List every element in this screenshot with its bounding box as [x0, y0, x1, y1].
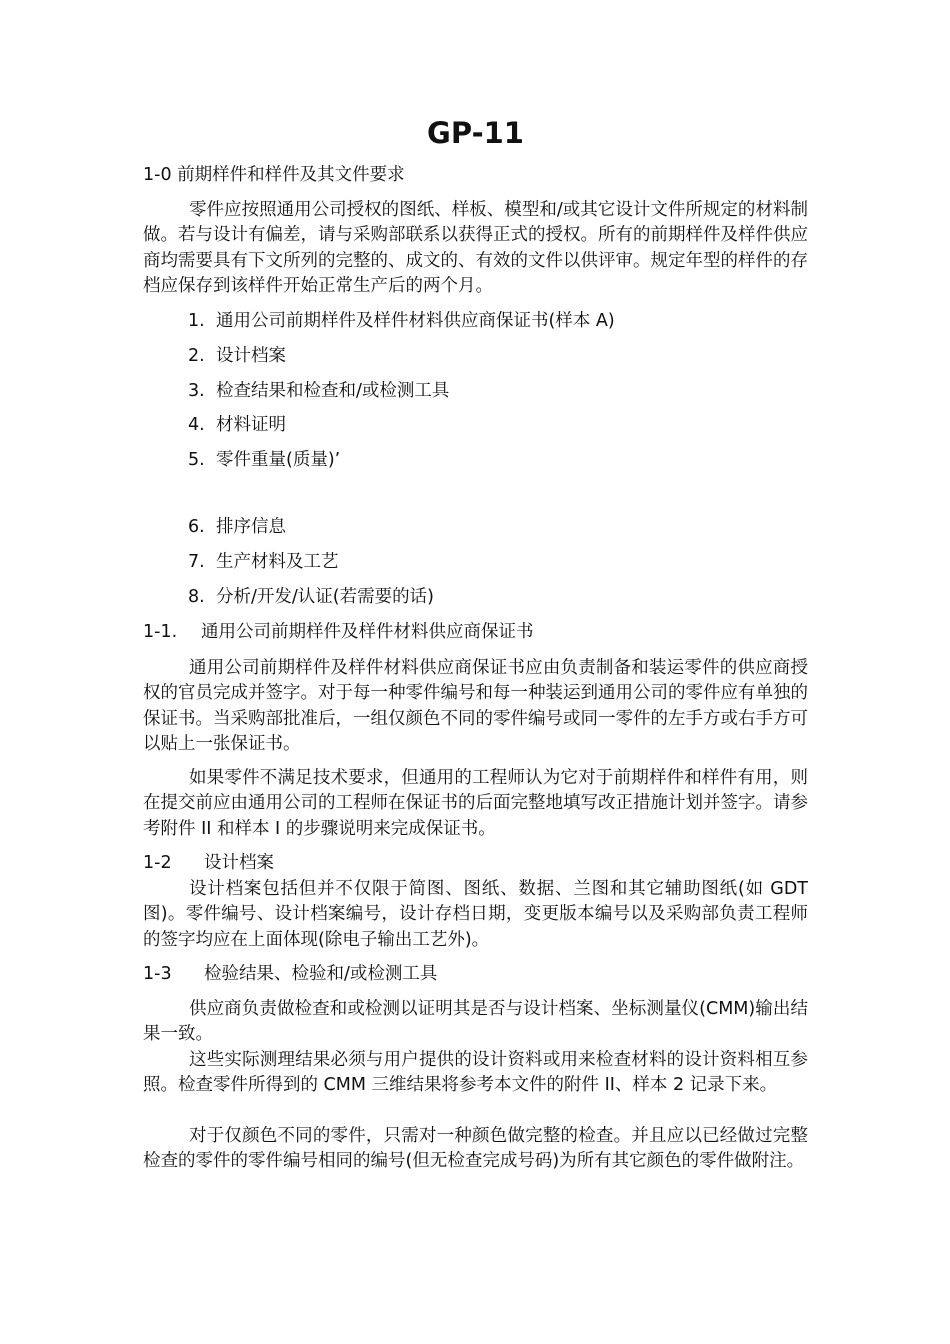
- list-item-text: 检查结果和检查和/或检测工具: [216, 381, 450, 401]
- list-item-text: 分析/开发/认证(若需要的话): [216, 587, 434, 607]
- list-item-number: 1.: [188, 311, 205, 331]
- section-number: 1-2: [143, 853, 172, 873]
- list-item: [188, 344, 286, 369]
- list-item-number: 7.: [188, 552, 205, 572]
- list-item: [188, 448, 340, 473]
- list-item: [188, 515, 286, 540]
- list-item-number: 2.: [188, 346, 205, 366]
- section-heading-1-3: [143, 962, 437, 987]
- section-title: 设计档案: [204, 853, 274, 873]
- intro-paragraph: 零件应按照通用公司授权的图纸、样板、模型和/或其它设计文件所规定的材料制做。若与设计有偏差，请与采购部联系以获得正式的授权。所有的前期样件及样件供应商均需要具有下文所列的完整的、成文的、有效的文件以供评审。规定年型的样件的存档应保存到该样件开始正常生产后的两个月。: [143, 200, 808, 296]
- section-1-3-paragraph-1: 供应商负责做检查和或检测以证明其是否与设计档案、坐标测量仪(CMM)输出结果一致。: [143, 999, 808, 1045]
- section-1-2-paragraph-1: 设计档案包括但并不仅限于简图、图纸、数据、兰图和其它辅助图纸(如 GDT 图)。零件编号、设计档案编号，设计存档日期，变更版本编号以及采购部负责工程师的签字均应在上面体现(除电子输出工艺外)。: [143, 879, 808, 950]
- section-1-1-paragraph-2: 如果零件不满足技术要求，但通用的工程师认为它对于前期样件和样件有用，则在提交前应由通用公司的工程师在保证书的后面完整地填写改正措施计划并签字。请参考附件 II 和样本 I 的步骤说明来完成保证书。: [143, 768, 808, 839]
- document-title: GP-11: [427, 116, 524, 150]
- list-item-number: 4.: [188, 415, 205, 435]
- list-item-text: 设计档案: [216, 346, 286, 366]
- section-1-3-paragraph-3: 对于仅颜色不同的零件，只需对一种颜色做完整的检查。并且应以已经做过完整检查的零件的零件编号相同的编号(但无检查完成号码)为所有其它颜色的零件做附注。: [143, 1126, 808, 1172]
- list-item-text: 零件重量(质量)’: [216, 450, 341, 470]
- list-item-number: 8.: [188, 587, 205, 607]
- list-item-text: 排序信息: [216, 517, 286, 537]
- section-1-1-paragraph-1: 通用公司前期样件及样件材料供应商保证书应由负责制备和装运零件的供应商授权的官员完成并签字。对于每一种零件编号和每一种装运到通用公司的零件应有单独的保证书。当采购部批准后，一组仅颜色不同的零件编号或同一零件的左手方或右手方可以贴上一张保证书。: [143, 658, 808, 754]
- section-number: 1-1.: [143, 622, 178, 642]
- list-item: [188, 379, 449, 404]
- list-item: [188, 309, 615, 334]
- section-heading-1-1: [143, 620, 534, 645]
- list-item-number: 3.: [188, 381, 205, 401]
- section-number: 1-3: [143, 964, 172, 984]
- section-1-3-paragraph-2: 这些实际测理结果必须与用户提供的设计资料或用来检查材料的设计资料相互参照。检查零件所得到的 CMM 三维结果将参考本文件的附件 II、样本 2 记录下来。: [143, 1050, 808, 1096]
- list-item-text: 材料证明: [216, 415, 286, 435]
- list-item-text: 通用公司前期样件及样件材料供应商保证书(样本 A): [216, 311, 615, 331]
- main-heading: 1-0 前期样件和样件及其文件要求: [143, 165, 405, 185]
- list-item: [188, 550, 339, 575]
- list-item: [188, 585, 434, 610]
- section-title: 通用公司前期样件及样件材料供应商保证书: [201, 622, 534, 642]
- section-title: 检验结果、检验和/或检测工具: [204, 964, 438, 984]
- list-item-number: 5.: [188, 450, 205, 470]
- list-item-text: 生产材料及工艺: [216, 552, 339, 572]
- list-item: [188, 413, 286, 438]
- list-item-number: 6.: [188, 517, 205, 537]
- section-heading-1-2: [143, 851, 274, 876]
